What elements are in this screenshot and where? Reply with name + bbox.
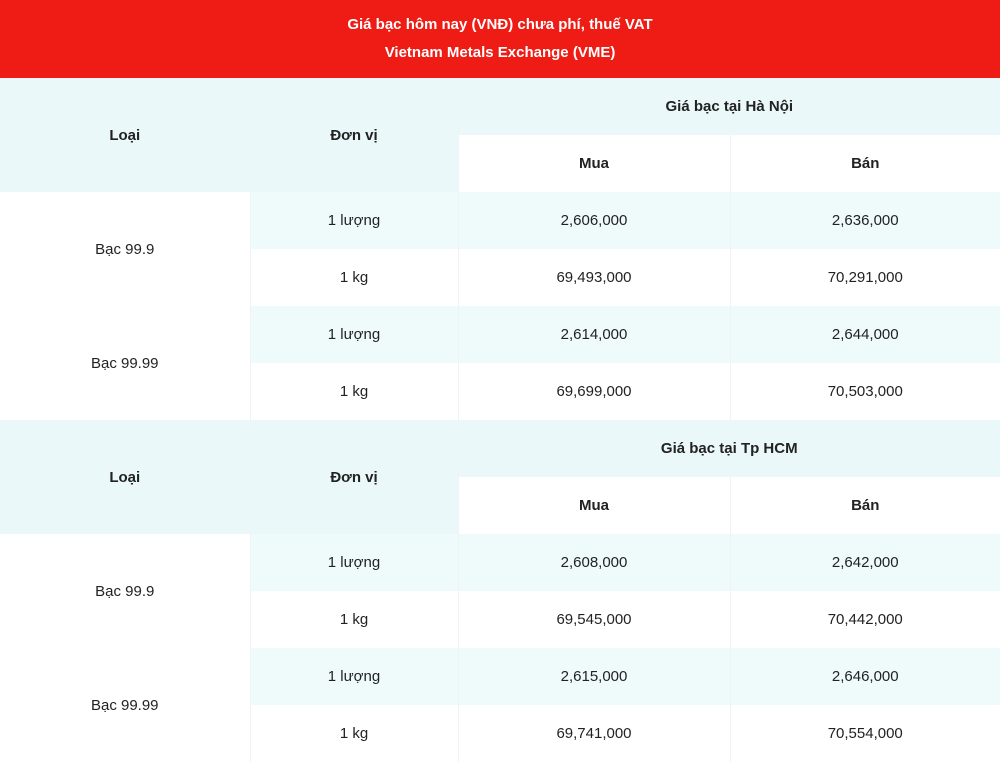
sell-price: 2,642,000 [730,534,1000,591]
silver-type: Bạc 99.9 [0,192,250,306]
column-header-type: Loại [0,420,250,534]
buy-price: 69,493,000 [458,249,730,306]
price-table-hcm [0,420,1000,762]
page-subtitle: Vietnam Metals Exchange (VME) [384,44,616,61]
sell-price: 2,646,000 [730,648,1000,705]
buy-price: 69,741,000 [458,705,730,762]
column-header-buy: Mua [458,477,730,534]
sell-price: 70,291,000 [730,249,1000,306]
column-header-sell: Bán [730,135,1000,192]
buy-price: 2,615,000 [458,648,730,705]
buy-price: 2,614,000 [458,306,730,363]
sell-price: 2,644,000 [730,306,1000,363]
silver-type: Bạc 99.99 [0,306,250,420]
silver-type: Bạc 99.99 [0,648,250,762]
table-row [0,306,1000,363]
price-table-hanoi [0,78,1000,420]
sell-price: 70,503,000 [730,363,1000,420]
unit-cell: 1 kg [250,705,458,762]
header-banner [0,0,1000,78]
column-header-buy: Mua [458,135,730,192]
unit-cell: 1 lượng [250,192,458,249]
unit-cell: 1 kg [250,591,458,648]
silver-type: Bạc 99.9 [0,534,250,648]
table-row [0,648,1000,705]
column-header-sell: Bán [730,477,1000,534]
unit-cell: 1 lượng [250,534,458,591]
page-title: Giá bạc hôm nay (VNĐ) chưa phí, thuế VAT [347,16,653,33]
unit-cell: 1 lượng [250,648,458,705]
buy-price: 2,606,000 [458,192,730,249]
region-header: Giá bạc tại Tp HCM [458,420,1000,477]
column-header-type: Loại [0,78,250,192]
column-header-unit: Đơn vị [250,78,458,192]
sell-price: 2,636,000 [730,192,1000,249]
buy-price: 69,545,000 [458,591,730,648]
region-header: Giá bạc tại Hà Nội [458,78,1000,135]
column-header-unit: Đơn vị [250,420,458,534]
buy-price: 69,699,000 [458,363,730,420]
sell-price: 70,554,000 [730,705,1000,762]
unit-cell: 1 kg [250,249,458,306]
buy-price: 2,608,000 [458,534,730,591]
unit-cell: 1 kg [250,363,458,420]
table-row [0,192,1000,249]
unit-cell: 1 lượng [250,306,458,363]
sell-price: 70,442,000 [730,591,1000,648]
table-row [0,534,1000,591]
